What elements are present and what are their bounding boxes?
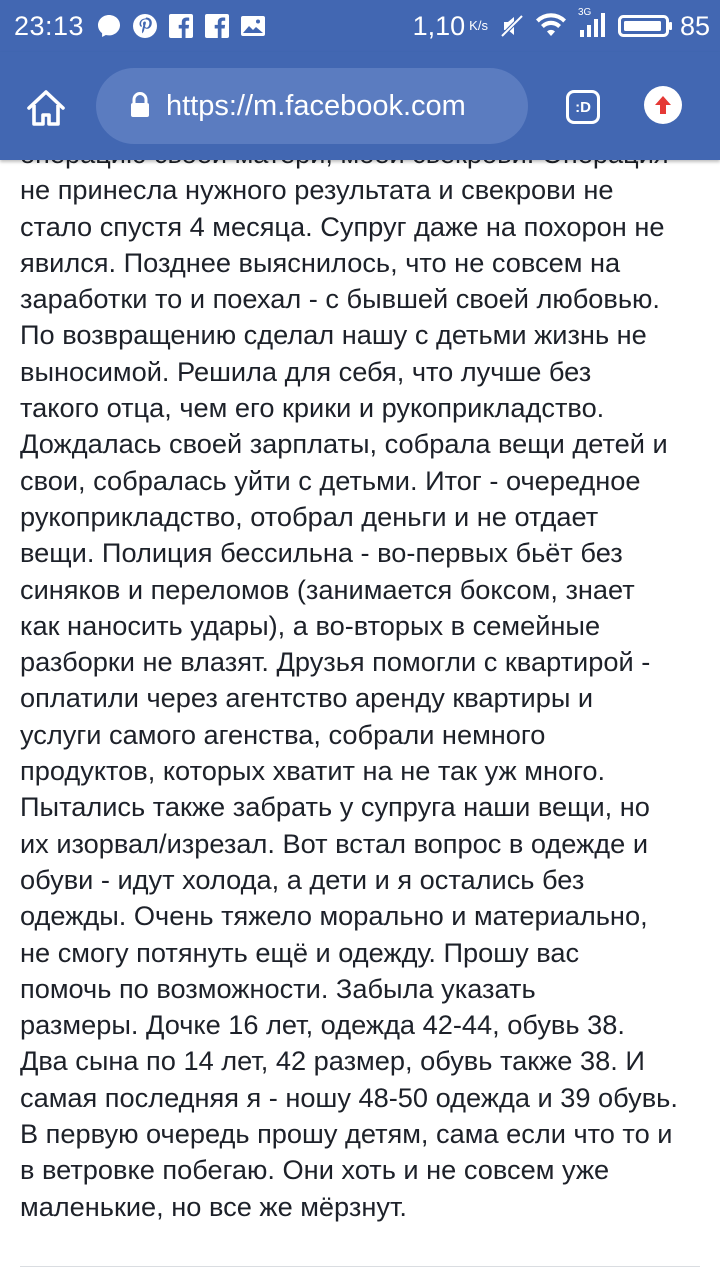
text-line: вещи. Полиция бессильна - во-первых бьёт без — [20, 537, 623, 569]
text-line: свои, собралась уйти с детьми. Итог - очередное — [20, 464, 641, 496]
tab-switcher-button[interactable] — [566, 90, 600, 124]
text-line: выносимой. Решила для себя, что лучше без — [20, 355, 592, 387]
gallery-icon — [240, 13, 266, 39]
text-line: не принесла нужного результата и свекрови не — [20, 174, 614, 206]
text-line: Два сына по 14 лет, 42 размер, обувь также 38. И — [20, 1045, 645, 1077]
text-line: явился. Позднее выяснилось, что не совсем на — [20, 246, 621, 278]
text-line: их изорвал/изрезал. Вот встал вопрос в одежде и — [20, 827, 649, 859]
text-line: как наносить удары), а во-вторых в семейные — [20, 609, 601, 641]
facebook-icon — [168, 13, 194, 39]
signal-icon — [577, 7, 606, 39]
text-line: размеры. Дочке 16 лет, одежда 42-44, обувь 38. — [20, 1009, 625, 1041]
text-line: оплатили через агентство аренду квартиры и — [20, 682, 594, 714]
text-line: самая последняя я - ношу 48-50 одежда и 39 обувь. — [20, 1081, 678, 1113]
text-line: рукоприкладство, отобрал деньги и не отдает — [20, 500, 599, 532]
arrow-up-icon — [651, 93, 675, 117]
home-button[interactable] — [24, 86, 68, 130]
lock-icon — [130, 92, 150, 120]
status-bar — [0, 0, 720, 52]
net-speed-unit: K/s — [469, 18, 488, 33]
divider — [20, 1266, 700, 1267]
text-line: Дождалась своей зарплаты, собрала вещи детей и — [20, 428, 668, 460]
text-line: в ветровке побегаю. Они хоть и не совсем уже — [20, 1154, 610, 1186]
text-line: стало спустя 4 месяца. Супруг даже на похорон не — [20, 210, 665, 242]
text-line: маленькие, но все же мёрзнут. — [20, 1190, 407, 1222]
text-line: В первую очередь прошу детям, сама если что то и — [20, 1118, 673, 1150]
text-line: синяков и переломов (занимается боксом, знает — [20, 573, 635, 605]
text-line: помочь по возможности. Забыла указать — [20, 972, 536, 1004]
text-line: заработки то и поехал - с бывшей своей любовью. — [20, 283, 660, 315]
facebook-icon — [204, 13, 230, 39]
home-icon — [24, 86, 68, 130]
text-line: обуви - идут холода, а дети и я остались без — [20, 863, 585, 895]
network-type: 3G — [577, 7, 592, 18]
messenger-icon — [96, 13, 122, 39]
mute-icon — [500, 13, 524, 39]
status-time: 23:13 — [14, 10, 85, 41]
net-speed: 1,10 — [412, 10, 466, 41]
address-bar[interactable] — [96, 68, 528, 144]
tab-icon-label: :D — [575, 98, 591, 116]
wifi-icon — [536, 14, 566, 38]
post-text — [20, 136, 720, 1225]
text-line: По возвращению сделал нашу с детьми жизнь не — [20, 319, 647, 351]
text-line: продуктов, которых хватит на не так уж много. — [20, 755, 606, 787]
text-line: услуги самого агенства, собрали немного — [20, 718, 546, 750]
battery-level: 85 — [679, 10, 710, 41]
battery-icon — [618, 13, 674, 39]
update-button[interactable] — [644, 86, 682, 124]
text-line: такого отца, чем его крики и рукоприкладство. — [20, 392, 605, 424]
text-line: разборки не влазят. Друзья помогли с квартирой - — [20, 646, 651, 678]
text-line: Пытались также забрать у супруга наши вещи, но — [20, 791, 650, 823]
browser-toolbar — [0, 52, 720, 160]
pinterest-icon — [132, 13, 158, 39]
url-text[interactable]: https://m.facebook.com — [166, 89, 466, 122]
post-content — [0, 160, 720, 1280]
text-line: не смогу потянуть ещё и одежду. Прошу вас — [20, 936, 580, 968]
text-line: одежды. Очень тяжело морально и материально, — [20, 900, 648, 932]
